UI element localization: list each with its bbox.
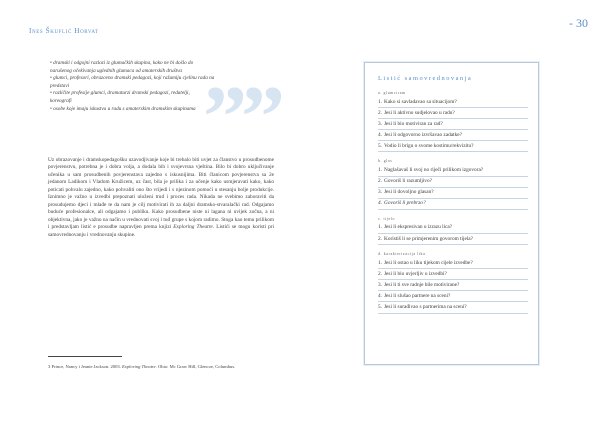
section-label: d. karakterizacija lika — [378, 252, 426, 257]
running-header-author: Ines Škuflić Horvat — [29, 27, 99, 35]
question-text: Koristiš li se primjerenim govorom tijela? — [384, 235, 473, 242]
question-text: Jesi li ostao u liku tijekom cijele izvedbe? — [384, 259, 473, 266]
body-text: Uz obrazovanje i dramskopedagošku uzavodjivanje koje bi trebalo biti uvjet za članstvo u prosudbenome povjerenstvu, potrebna je i dobra volja, a dodala bih i svojevrsna vještina. Bilo bi dobro uključivanje učenika u sam prosudbenih povjerenstava zajedno s iskusnijima. Biti članicom povjerenstva sa 2e jedanom Ladikom i Vladom Kružicem, uz čast, bila je prilika i za učenje kako usmjeravati kako, kako poticati pohvalu zajedno, kako pohvaliti ono što vrijedi i s njezinom pomoći u stesanju bolje produkcije. Iznimno je važno u izvedbi prepoznati uloženi trud i proces rada. Nikada ne svebimo zaboraviti da prosudujemo djeci i mlađe te da nam je cilj motivirati ih za daljni dramsko-stvaralački rad. Odgajamo buduće profesionalce, ali odgajamo i publiku. Kako prosudbene niste ni lagana ni uvijek zočna, a ni objektivna, jako je važno na način u vrednovati svoj i tuđ grupe s kojom radimo. Stoga kao temu prilikom i predstavljam listić e prosudbe napravljen prema knjizi — [48, 157, 274, 231]
question-row — [378, 188, 528, 199]
question-number: 5. — [378, 142, 382, 149]
question-row — [378, 302, 528, 313]
book-title: Exploring Theatre — [173, 224, 213, 231]
bullet-line: predstavi — [50, 82, 70, 89]
question-text: Naglašavaš li svoj no riječi prilikom izgovora? — [384, 167, 484, 174]
bullet-line: narušenog očekivanja uglednih glumaca od amaterskih društva — [50, 67, 182, 74]
section-label: a. glumciram — [378, 91, 406, 95]
panel-title: Listić samovrednovanja — [378, 75, 473, 82]
question-number: 2. — [378, 235, 382, 242]
question-number: 1. — [378, 98, 382, 105]
question-row — [378, 223, 528, 234]
footnote — [48, 364, 268, 370]
question-row — [378, 108, 528, 119]
question-text: Jesi li ekspresivan u izrazu lica? — [384, 224, 453, 231]
question-text: Govoriš li prebrzo? — [384, 200, 426, 207]
question-text: Jesi li aktivno sudjelovao u radu? — [384, 109, 455, 116]
question-row — [378, 177, 528, 188]
question-number: 3. — [378, 281, 382, 288]
question-row — [378, 130, 528, 141]
bullet-line: • dramski i odgojni razlozi iz glumačkih skupina, kako ne bi došlo do — [50, 60, 194, 66]
quote-glyph: ” — [203, 69, 241, 166]
question-number: 2. — [378, 270, 382, 277]
question-text: Jesi li surađivao s partnerima na sceni? — [384, 304, 467, 310]
question-text: Jesi li ti sve radnje bile motivirane? — [384, 281, 460, 288]
self-evaluation-panel — [364, 62, 539, 365]
panel-sections — [378, 91, 528, 314]
question-number: 4. — [378, 131, 382, 138]
question-text: Govoriš li razumljivo? — [384, 178, 432, 185]
bullet-line: • osobe koje imaju iskustva u radu s amaterskim dramskim skupinama — [50, 105, 196, 112]
question-text: Jesi li odgovorno izvršavao zadatke? — [384, 131, 462, 138]
question-text: Jesi li dovoljno glasan? — [384, 189, 434, 196]
footnote-text-end: . Ohio: Mc Graw Hill, Glencoe, Columbus. — [155, 364, 236, 369]
question-row — [378, 258, 528, 269]
footnote-book-title: Exploring Theatre — [122, 364, 156, 369]
section-label: b. glas — [378, 159, 393, 164]
question-row — [378, 165, 528, 176]
question-text: Vodio li brigu o svome kostimu/rekvizitu? — [384, 142, 474, 149]
question-row — [378, 141, 528, 152]
question-number: 3. — [378, 120, 382, 127]
bullet-line: • glumci, profesori, obrazovno dramski pedagozi, koji ražumiju cjelinu rada na — [50, 75, 215, 82]
question-number: 4. — [378, 292, 382, 299]
question-row — [378, 119, 528, 130]
bullet-line: koreografi — [50, 97, 72, 104]
question-number: 1. — [378, 167, 382, 174]
question-text: Kako si savladavao sa situacijom? — [384, 98, 457, 105]
question-number: 1. — [378, 224, 382, 231]
question-row — [378, 199, 528, 210]
question-row — [378, 291, 528, 302]
question-number: 3. — [378, 189, 382, 196]
body-text-end: . Listići se mogu koristi pri samovrednovanju i vrednovanju skupine. — [48, 224, 274, 238]
question-text: Jesi li bio motiviran za rad? — [384, 120, 443, 127]
question-number: 4. — [378, 200, 382, 207]
question-row — [378, 269, 528, 280]
quote-glyph: ” — [241, 69, 279, 166]
bullet-line: • različite profesije glumci, dramaturzi dramski pedagozi, redatelji, — [50, 90, 190, 97]
question-row — [378, 280, 528, 291]
question-number: 2. — [378, 109, 382, 116]
panel-content — [378, 75, 528, 314]
question-number: 1. — [378, 259, 382, 266]
footnote-text: 3 Prince, Nancy i Jeanie Jackson. 2003. — [48, 364, 122, 369]
body-paragraph — [48, 157, 274, 239]
decorative-quote-mark — [203, 69, 279, 166]
question-number: 5. — [378, 304, 382, 310]
question-row — [378, 97, 528, 108]
footnote-divider — [48, 356, 122, 357]
page-number: - 30 — [569, 16, 588, 30]
question-text: Jesi li slušao partnere na sceni? — [384, 292, 451, 299]
question-row — [378, 234, 528, 245]
section-label: c. tijelo — [378, 216, 396, 221]
question-text: Jesi li bio uvjerljiv u izvedbi? — [384, 270, 447, 277]
question-number: 2. — [378, 178, 382, 185]
